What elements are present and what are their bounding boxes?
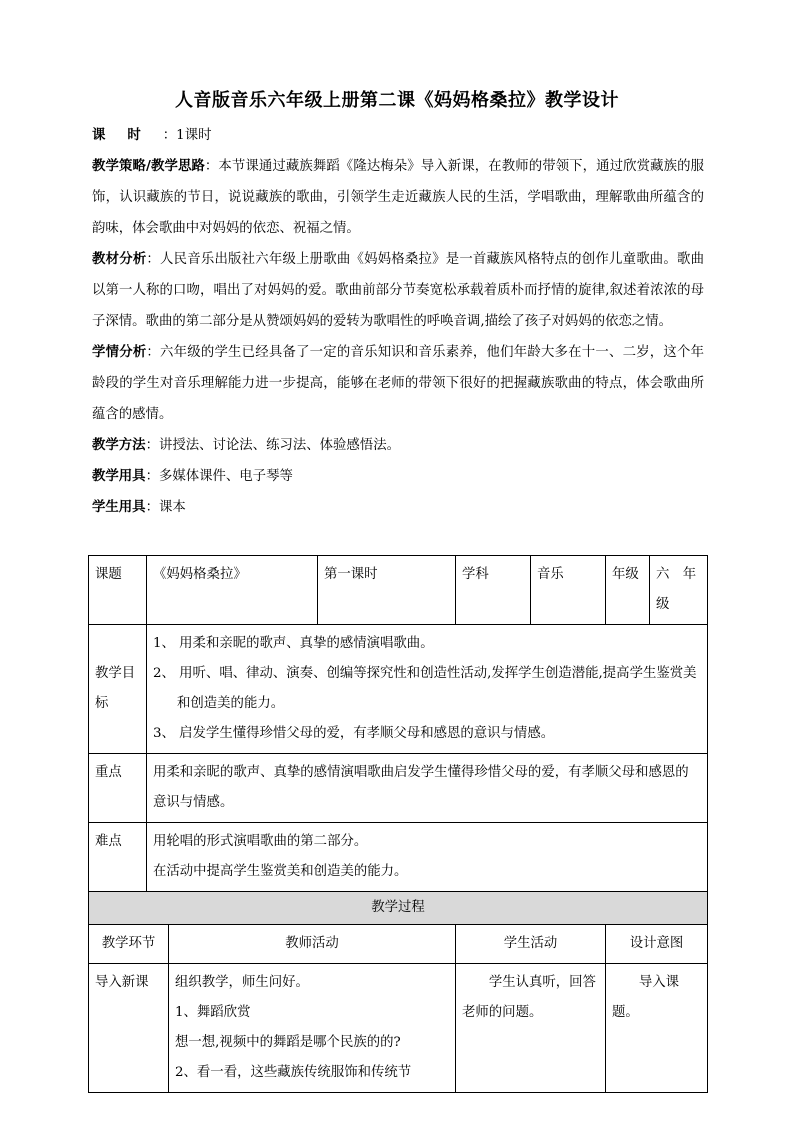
document-body bbox=[92, 120, 704, 523]
teacher-line: 组织教学，师生问好。 bbox=[175, 975, 309, 990]
text-material-analysis: ：人民音乐出版社六年级上册歌曲《妈妈格桑拉》是一首藏族风格特点的创作儿童歌曲。歌曲以第一人称的口吻，唱出了对妈妈的爱。歌曲前部分节奏宽松承载着质朴而抒情的旋律,叙述着浓浓的母子深情。歌曲的第二部分是从赞颂妈妈的爱转为歌唱性的呼唤音调,描绘了孩子对妈妈的依恋之情。 bbox=[92, 252, 704, 329]
cell-difficulty-label: 难点 bbox=[89, 823, 147, 892]
table-row-process-title bbox=[89, 892, 708, 925]
paragraph-material-analysis bbox=[92, 244, 704, 337]
cell-lesson-number: 第一课时 bbox=[318, 556, 456, 625]
cell-goals-label: 教学目标 bbox=[89, 625, 147, 754]
table-row-key-point bbox=[89, 754, 708, 823]
cell-key-label: 重点 bbox=[89, 754, 147, 823]
cell-student-activity: 学生认真听，回答老师的问题。 bbox=[456, 964, 606, 1093]
text-methods: ：讲授法、讨论法、练习法、体验感悟法。 bbox=[145, 438, 400, 453]
text-student-analysis: ：六年级的学生已经具备了一定的音乐知识和音乐素养，他们年龄大多在十一、二岁，这个年龄段的学生对音乐理解能力进一步提高，能够在老师的带领下很好的把握藏族歌曲的特点，体会歌曲所蕴含的感情。 bbox=[92, 345, 704, 422]
cell-stage: 导入新课 bbox=[89, 964, 169, 1093]
cell-topic-label: 课题 bbox=[89, 556, 147, 625]
teacher-line: 2、看一看，这些藏族传统服饰和传统节 bbox=[175, 1065, 412, 1080]
cell-process-title: 教学过程 bbox=[89, 892, 708, 925]
cell-subject-value: 音乐 bbox=[531, 556, 606, 625]
header-design-intent: 设计意图 bbox=[606, 925, 708, 964]
cell-grade-label: 年级 bbox=[606, 556, 650, 625]
header-stage: 教学环节 bbox=[89, 925, 169, 964]
table-row-header-info bbox=[89, 556, 708, 625]
difficulty-line: 在活动中提高学生鉴赏美和创造美的能力。 bbox=[153, 864, 408, 879]
paragraph-student-tools bbox=[92, 492, 704, 523]
table-row-difficulty bbox=[89, 823, 708, 892]
text-student-tools: ：课本 bbox=[145, 500, 186, 515]
label-methods: 教学方法 bbox=[92, 438, 146, 453]
document-title: 人音版音乐六年级上册第二课《妈妈格桑拉》教学设计 bbox=[175, 90, 619, 111]
paragraph-teaching-tools bbox=[92, 461, 704, 492]
table-row-process-headers bbox=[89, 925, 708, 964]
difficulty-line: 用轮唱的形式演唱歌曲的第二部分。 bbox=[153, 834, 368, 849]
teacher-line: 1、舞蹈欣赏 bbox=[175, 1005, 251, 1020]
lesson-table bbox=[88, 555, 708, 1093]
label-teaching-tools: 教学用具 bbox=[92, 469, 146, 484]
text-class-hours: ：1课时 bbox=[162, 128, 212, 143]
cell-difficulty-content bbox=[147, 823, 708, 892]
cell-topic-value: 《妈妈格桑拉》 bbox=[147, 556, 318, 625]
goal-item: 2、 用听、唱、律动、演奏、创编等探究性和创造性活动,发挥学生创造潜能,提高学生鉴赏美和创造美的能力。 bbox=[153, 666, 697, 711]
cell-teacher-activity bbox=[169, 964, 456, 1093]
label-class-hours: 课时 bbox=[92, 128, 163, 143]
teacher-line: 想一想,视频中的舞蹈是哪个民族的的? bbox=[175, 1035, 401, 1050]
label-student-analysis: 学情分析 bbox=[92, 345, 147, 360]
cell-goals-content bbox=[147, 625, 708, 754]
paragraph-methods bbox=[92, 430, 704, 461]
paragraph-strategy bbox=[92, 151, 704, 244]
cell-design-intent: 导入课题。 bbox=[606, 964, 708, 1093]
label-student-tools: 学生用具 bbox=[92, 500, 146, 515]
paragraph-student-analysis bbox=[92, 337, 704, 430]
header-student-activity: 学生活动 bbox=[456, 925, 606, 964]
text-strategy: ：本节课通过藏族舞蹈《隆达梅朵》导入新课，在教师的带领下，通过欣赏藏族的服饰，认识藏族的节日，说说藏族的歌曲，引领学生走近藏族人民的生活，学唱歌曲，理解歌曲所蕴含的韵味，体会歌曲中对妈妈的依恋、祝福之情。 bbox=[92, 159, 704, 236]
table-row-goals bbox=[89, 625, 708, 754]
label-strategy: 教学策略/教学思路 bbox=[92, 159, 205, 174]
goal-item: 1、 用柔和亲昵的歌声、真挚的感情演唱歌曲。 bbox=[153, 636, 434, 651]
goal-item: 3、 启发学生懂得珍惜父母的爱，有孝顺父母和感恩的意识与情感。 bbox=[153, 726, 555, 741]
cell-key-content: 用柔和亲昵的歌声、真挚的感情演唱歌曲启发学生懂得珍惜父母的爱，有孝顺父母和感恩的意识与情感。 bbox=[147, 754, 708, 823]
cell-grade-value: 六 年级 bbox=[650, 556, 708, 625]
paragraph-class-hours bbox=[92, 120, 704, 151]
header-teacher-activity: 教师活动 bbox=[169, 925, 456, 964]
text-teaching-tools: ：多媒体课件、电子琴等 bbox=[145, 469, 293, 484]
cell-subject-label: 学科 bbox=[456, 556, 531, 625]
table-row bbox=[89, 964, 708, 1093]
label-material-analysis: 教材分析 bbox=[92, 252, 147, 267]
